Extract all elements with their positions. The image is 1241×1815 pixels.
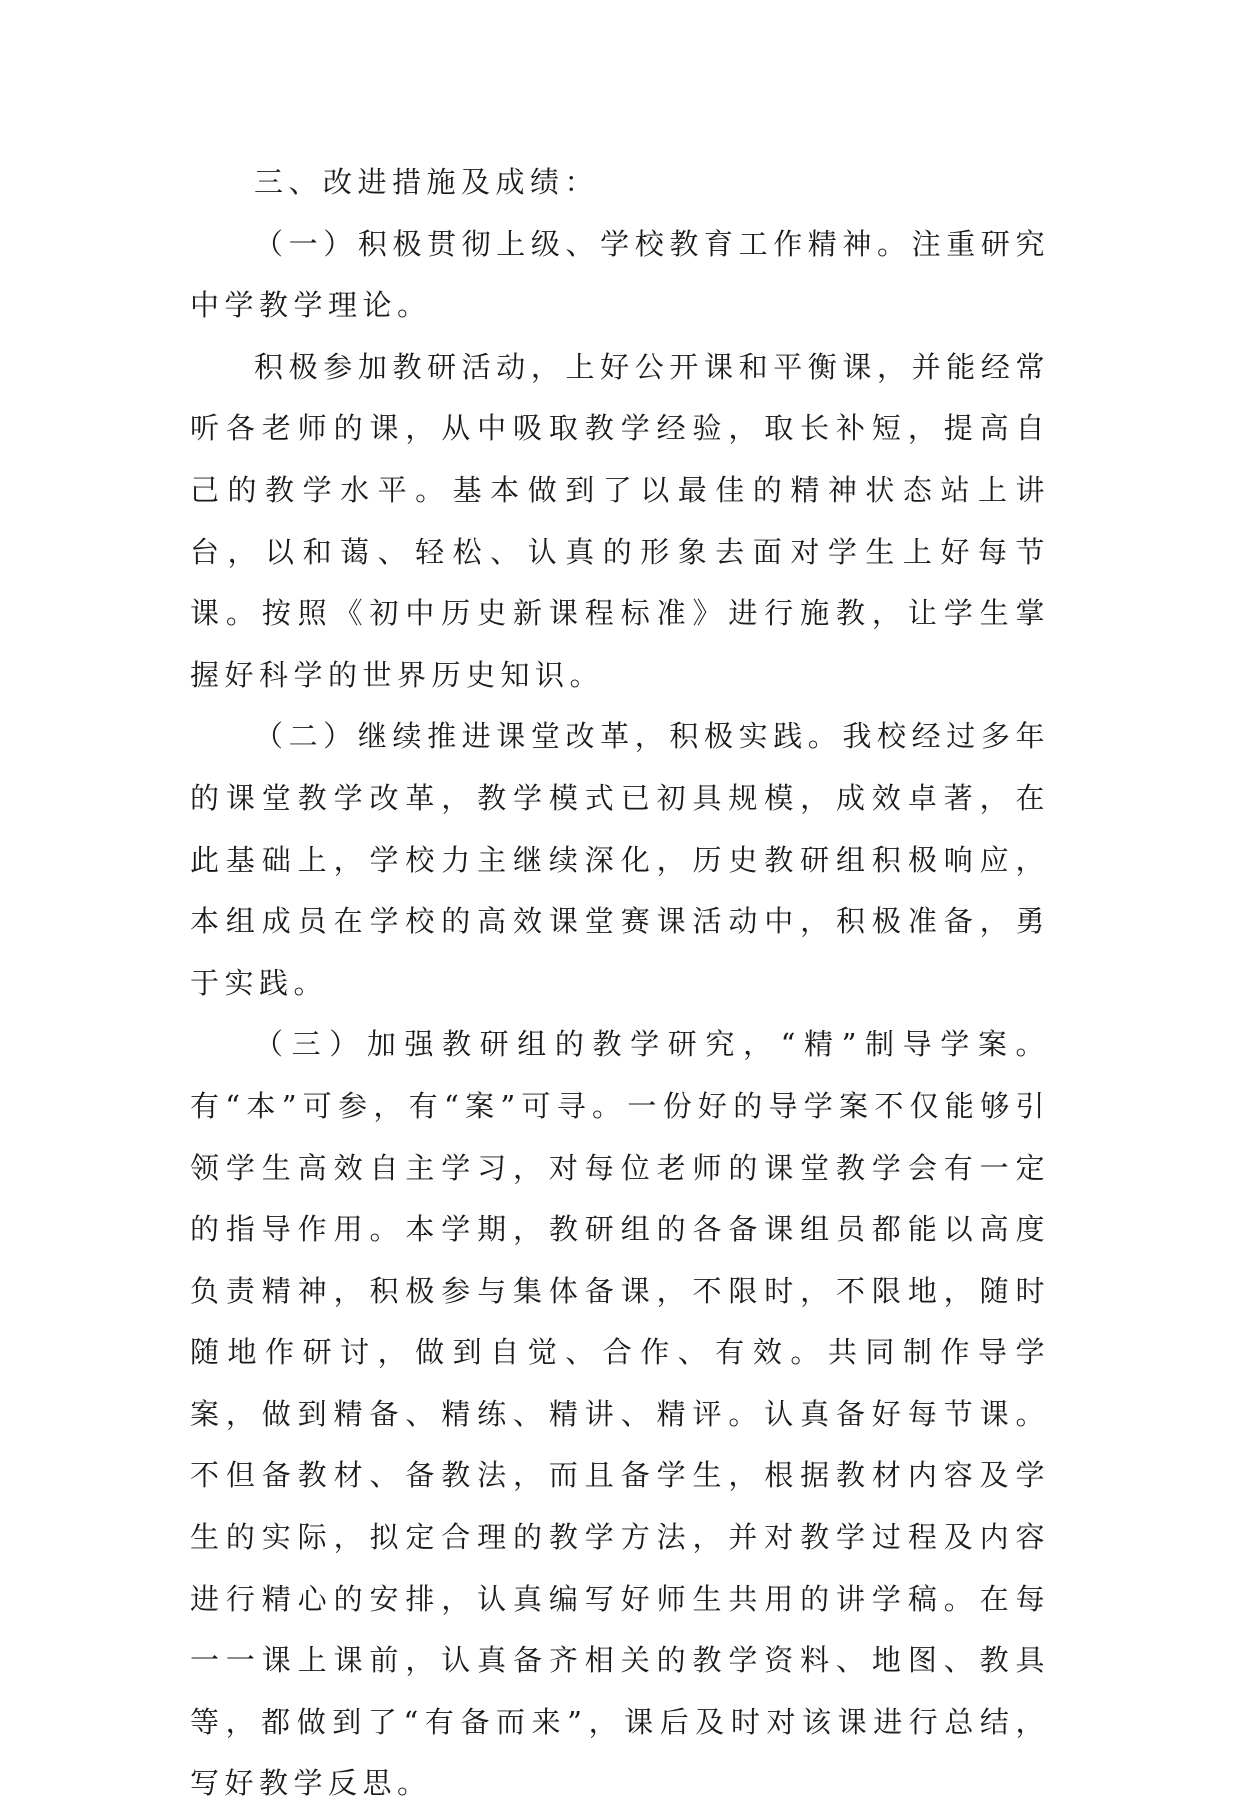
- paragraph-3: （二）继续推进课堂改革，积极实践。我校经过多年的课堂教学改革，教学模式已初具规模，成效卓著，在此基础上，学校力主继续深化，历史教研组积极响应，本组成员在学校的高效课堂赛课活动中，积极准备，勇于实践。: [190, 719, 1050, 1000]
- section-heading: 三、改进措施及成绩：: [254, 165, 600, 199]
- paragraph-4: （三）加强教研组的教学研究，“精”制导学案。有“本”可参，有“案”可寻。一份好的导学案不仅能够引领学生高效自主学习，对每位老师的课堂教学会有一定的指导作用。本学期，教研组的各备课组员都能以高度负责精神，积极参与集体备课，不限时，不限地，随时随地作研讨，做到自觉、合作、有效。共同制作导学案，做到精备、精练、精讲、精评。认真备好每节课。不但备教材、备教法，而且备学生，根据教材内容及学生的实际，拟定合理的教学方法，并对教学过程及内容进行精心的安排，认真编写好师生共用的讲学稿。在每一一课上课前，认真备齐相关的教学资料、地图、教具等，都做到了“有备而来”，课后及时对该课进行总结，写好教学反思。: [190, 1027, 1050, 1801]
- document-body: [190, 152, 1050, 1815]
- paragraph-2: 积极参加教研活动，上好公开课和平衡课，并能经常听各老师的课，从中吸取教学经验，取长补短，提高自己的教学水平。基本做到了以最佳的精神状态站上讲台，以和蔼、轻松、认真的形象去面对学生上好每节课。按照《初中历史新课程标准》进行施教，让学生掌握好科学的世界历史知识。: [190, 349, 1050, 692]
- paragraph-1: （一）积极贯彻上级、学校教育工作精神。注重研究中学教学理论。: [190, 226, 1050, 323]
